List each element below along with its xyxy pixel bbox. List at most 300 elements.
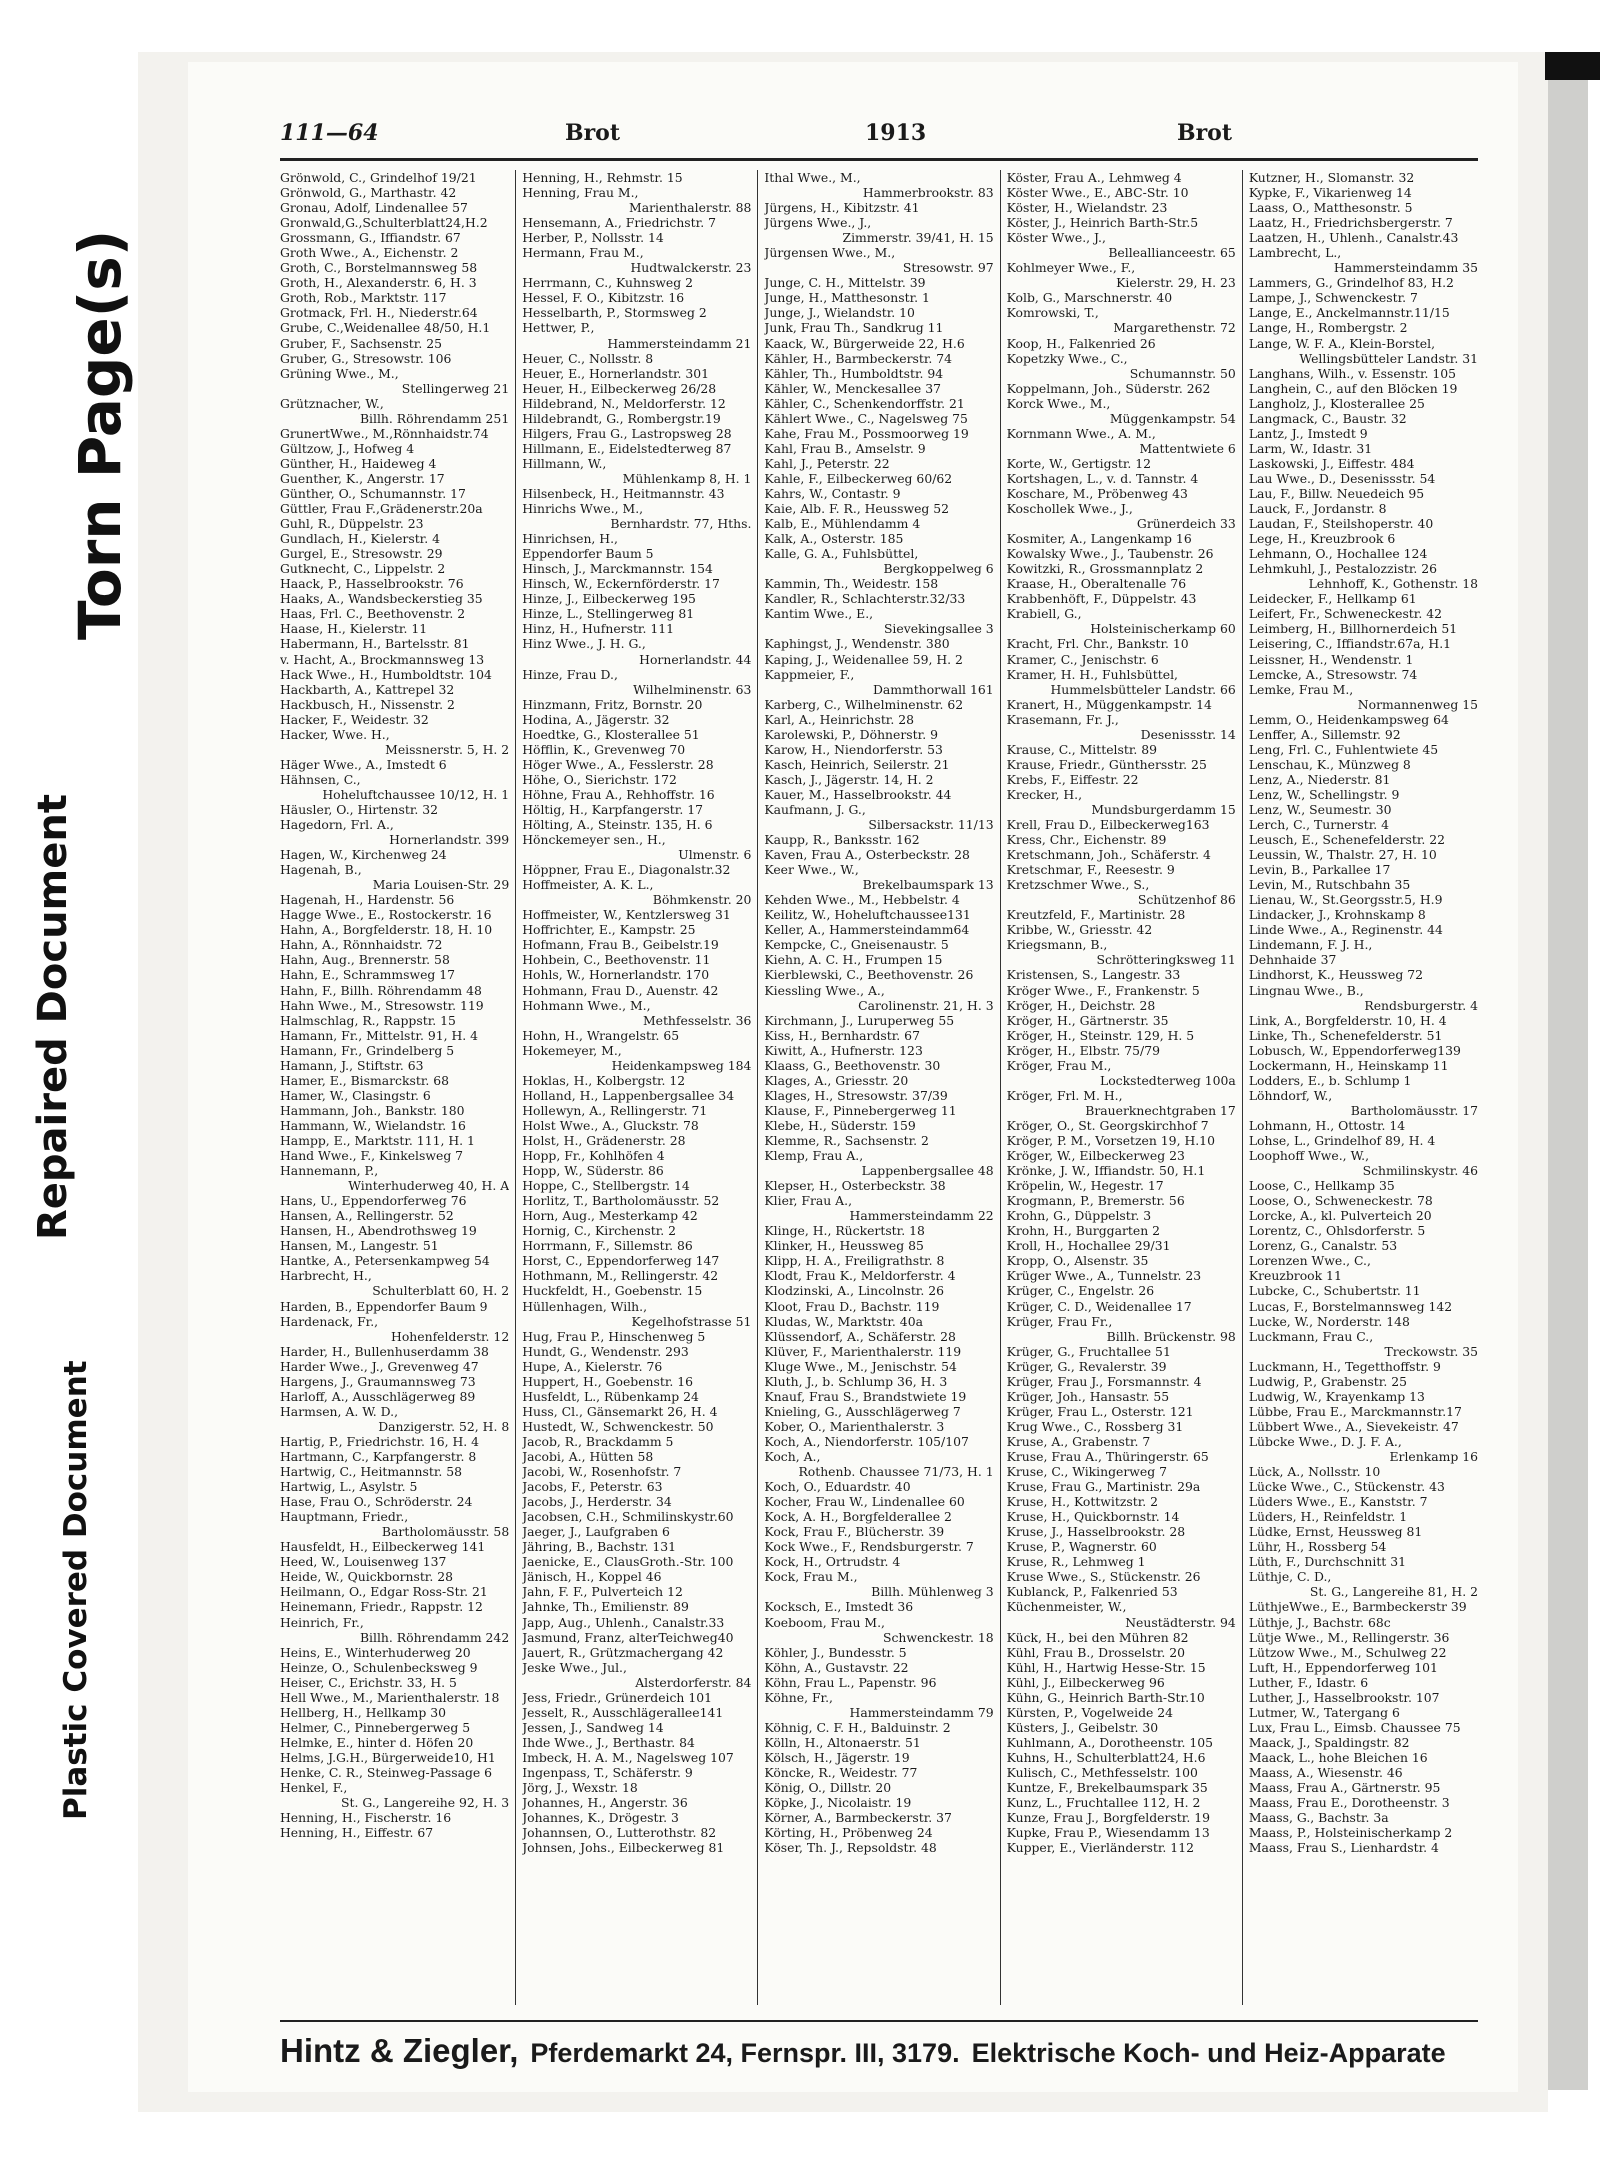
directory-entry: Hodina, A., Jägerstr. 32 — [522, 711, 670, 727]
directory-entry: Hackbarth, A., Kattrepel 32 — [280, 681, 455, 697]
directory-entry: Maass, Frau S., Lienhardstr. 4 — [1248, 1840, 1439, 1856]
directory-entry: Hansen, A., Rellingerstr. 52 — [280, 1208, 454, 1224]
directory-entry: Guhl, R., Düppelstr. 23 — [280, 516, 424, 532]
directory-entry: Lau, F., Billw. Neuedeich 95 — [1248, 485, 1425, 501]
directory-entry: Koch, A., — [764, 1448, 821, 1464]
directory-entry: Heide, W., Quickbornstr. 28 — [280, 1569, 454, 1585]
directory-entry: Kröger, O., St. Georgskirchhof 7 — [1006, 1117, 1209, 1133]
directory-entry: Kock, A. H., Borgfelderallee 2 — [764, 1509, 952, 1525]
directory-entry: Kalk, A., Osterstr. 185 — [764, 531, 904, 547]
directory-entry: Hargens, J., Graumannsweg 73 — [280, 1373, 476, 1389]
directory-entry: Jaeger, J., Laufgraben 6 — [522, 1524, 670, 1540]
directory-entry: Kahl, Frau B., Amselstr. 9 — [764, 440, 926, 456]
directory-entry: Kalb, E., Mühlendamm 4 — [764, 516, 921, 532]
directory-entry: Kornmann Wwe., A. M., — [1006, 425, 1156, 441]
directory-entry: Heinemann, Friedr., Rappstr. 12 — [280, 1599, 483, 1615]
directory-entry: Hinsch, J., Marckmannstr. 154 — [522, 561, 713, 577]
directory-entry: Hillmann, E., Eidelstedterweg 87 — [522, 440, 732, 456]
directory-entry: Normannenweg 15 — [1357, 696, 1479, 712]
directory-entry: Horst, C., Eppendorferweg 147 — [522, 1253, 720, 1269]
directory-entry: Maack, J., Spaldingstr. 82 — [1248, 1734, 1410, 1750]
directory-entry: Kreutzfeld, F., Martinistr. 28 — [1006, 907, 1186, 923]
directory-entry: Klüver, F., Marienthalerstr. 119 — [764, 1343, 962, 1359]
directory-entry: Jürgens Wwe., J., — [764, 215, 872, 231]
directory-entry: Müggenkampstr. 54 — [1109, 410, 1236, 426]
directory-entry: Hahn, E., Schrammsweg 17 — [280, 967, 456, 983]
directory-entry: Kruse, H., Kottwitzstr. 2 — [1006, 1494, 1159, 1510]
directory-entry: Hacker, F., Weidestr. 32 — [280, 711, 429, 727]
directory-entry: Koch, A., Niendorferstr. 105/107 — [764, 1433, 969, 1449]
directory-entry: Kublanck, P., Falkenried 53 — [1006, 1584, 1178, 1600]
directory-entry: Schwenckestr. 18 — [882, 1629, 994, 1645]
directory-entry: Kramer, H. H., Fuhlsbüttel, — [1006, 666, 1178, 682]
directory-entry: Kühl, J., Eilbeckerweg 96 — [1006, 1674, 1165, 1690]
directory-entry: Helmke, E., hinter d. Höfen 20 — [280, 1734, 474, 1750]
directory-entry: Hinze, J., Eilbeckerweg 195 — [522, 591, 696, 607]
directory-entry: Grönwold, C., Grindelhof 19/21 — [280, 170, 477, 185]
directory-entry: Jacobi, W., Rosenhofstr. 7 — [522, 1464, 682, 1480]
directory-entry: Langmack, C., Baustr. 32 — [1248, 410, 1407, 426]
directory-entry: Jeske Wwe., Jul., — [522, 1659, 627, 1675]
directory-entry: Klause, F., Pinnebergerweg 11 — [764, 1102, 957, 1118]
directory-entry: Hölting, A., Steinstr. 135, H. 6 — [522, 817, 713, 833]
directory-entry: Hohmann, Frau D., Auenstr. 42 — [522, 982, 719, 998]
directory-entry: Kürsten, P., Vogelweide 24 — [1006, 1704, 1174, 1720]
directory-entry: Grotmack, Frl. H., Niederstr.64 — [280, 305, 478, 321]
directory-entry: Hummelsbütteler Landstr. 66 — [1050, 681, 1236, 697]
directory-entry: Laass, O., Matthesonstr. 5 — [1248, 200, 1413, 216]
directory-entry: Lenffer, A., Sillemstr. 92 — [1248, 726, 1401, 742]
directory-entry: Kühn, G., Heinrich Barth-Str.10 — [1006, 1689, 1205, 1705]
directory-entry: Krohn, H., Burggarten 2 — [1006, 1223, 1161, 1239]
directory-entry: Gutknecht, C., Lippelstr. 2 — [280, 561, 446, 577]
directory-entry: Lühr, H., Rossberg 54 — [1248, 1539, 1387, 1555]
directory-entry: Kröger, Frau M., — [1006, 1057, 1112, 1073]
directory-entry: Hartwig, L., Asylstr. 5 — [280, 1479, 418, 1495]
directory-entry: Kantim Wwe., E., — [764, 606, 874, 622]
directory-entry: Kölsch, H., Jägerstr. 19 — [764, 1749, 910, 1765]
directory-entry: Silbersackstr. 11/13 — [868, 817, 994, 833]
directory-entry: Hamer, W., Clasingstr. 6 — [280, 1087, 431, 1103]
directory-entry: Lorenzen Wwe., C., — [1248, 1253, 1371, 1269]
directory-entry: Lange, E., Anckelmannstr.11/15 — [1248, 305, 1450, 321]
directory-entry: Hammersteindamm 79 — [849, 1704, 994, 1720]
directory-entry: Wilhelminenstr. 63 — [633, 681, 752, 697]
directory-entry: Hammann, W., Wielandstr. 16 — [280, 1117, 466, 1133]
directory-entry: Leifert, Fr., Schweneckestr. 42 — [1248, 606, 1442, 622]
directory-entry: Henkel, F., — [280, 1780, 348, 1796]
directory-entry: Kück, H., bei den Mühren 82 — [1006, 1629, 1189, 1645]
directory-entry: Korck Wwe., M., — [1006, 395, 1111, 411]
directory-entry: Maass, A., Wiesenstr. 46 — [1248, 1764, 1403, 1780]
directory-entry: Hamann, J., Stiftstr. 63 — [280, 1057, 424, 1073]
directory-entry: Köncke, R., Weidestr. 77 — [764, 1764, 918, 1780]
directory-entry: Hagge Wwe., E., Rostockerstr. 16 — [280, 907, 492, 923]
directory-entry: Hannemann, P., — [280, 1163, 379, 1179]
directory-entry: Kulisch, C., Methfesselstr. 100 — [1006, 1764, 1198, 1780]
directory-entry: St. G., Langereihe 92, H. 3 — [341, 1795, 510, 1811]
directory-entry: Lorenz, G., Canalstr. 53 — [1248, 1238, 1398, 1254]
directory-entry: Kröger, H., Deichstr. 28 — [1006, 997, 1156, 1013]
directory-entry: Höhne, Frau A., Rehhoffstr. 16 — [522, 786, 715, 802]
directory-entry: Billh. Röhrendamm 242 — [359, 1629, 510, 1645]
directory-entry: Schmilinskystr. 46 — [1362, 1163, 1479, 1179]
directory-entry: Kühl, H., Hartwig Hesse-Str. 15 — [1006, 1659, 1206, 1675]
directory-entry: Lauck, F., Jordanstr. 8 — [1248, 501, 1387, 517]
directory-entry: Huss, Cl., Gänsemarkt 26, H. 4 — [522, 1403, 718, 1419]
header-year: 1913 — [865, 120, 927, 146]
directory-entry: Gruber, F., Sachsenstr. 25 — [280, 335, 442, 351]
directory-entry: Jacob, R., Brackdamm 5 — [522, 1433, 674, 1449]
directory-entry: Kruse, R., Lehmweg 1 — [1006, 1554, 1146, 1570]
directory-entry: Günther, O., Schumannstr. 17 — [280, 485, 466, 501]
header-right-word: Brot — [1177, 120, 1233, 146]
directory-entry: Kriegsmann, B., — [1006, 937, 1108, 953]
directory-entry: Komrowski, T., — [1006, 305, 1099, 321]
directory-entry: Karberg, C., Wilhelminenstr. 62 — [764, 696, 964, 712]
directory-entry: Schumannstr. 50 — [1129, 365, 1236, 381]
directory-entry: Hornerlandstr. 399 — [389, 832, 510, 848]
directory-entry: Krüger, C. D., Weidenallee 17 — [1006, 1298, 1192, 1314]
directory-entry: Lemm, O., Heidenkampsweg 64 — [1248, 711, 1449, 727]
directory-entry: Jacobs, J., Herderstr. 34 — [522, 1494, 672, 1510]
directory-entry: Hammerbrookstr. 83 — [862, 185, 994, 201]
directory-entry: Lüthje, J., Bachstr. 68c — [1248, 1614, 1391, 1630]
directory-entry: Maria Louisen-Str. 29 — [372, 877, 510, 893]
directory-entry: Kunz, L., Fruchtallee 112, H. 2 — [1006, 1795, 1201, 1811]
directory-entry: Mundsburgerdamm 15 — [1091, 801, 1236, 817]
directory-entry: Hinz Wwe., J. H. G., — [522, 636, 646, 652]
directory-entry: Jahn, F. F., Pulverteich 12 — [522, 1584, 683, 1600]
directory-entry: Kiwitt, A., Hufnerstr. 123 — [764, 1042, 923, 1058]
directory-entry: Methfesselstr. 36 — [642, 1012, 752, 1028]
directory-entry: Levin, M., Rutschbahn 35 — [1248, 877, 1411, 893]
directory-entry: Bergkoppelweg 6 — [883, 561, 994, 577]
directory-entry: Kluge Wwe., M., Jenischstr. 54 — [764, 1358, 957, 1374]
directory-entry: Kaphingst, J., Wendenstr. 380 — [764, 636, 950, 652]
directory-entry: Kaping, J., Weidenallee 59, H. 2 — [764, 651, 963, 667]
directory-entry: Hamann, Fr., Mittelstr. 91, H. 4 — [280, 1027, 479, 1043]
directory-entry: Ingenpass, T., Schäferstr. 9 — [522, 1764, 693, 1780]
directory-entry: Kock Wwe., F., Rendsburgerstr. 7 — [764, 1539, 974, 1555]
directory-entry: Hesselbarth, P., Stormsweg 2 — [522, 305, 707, 321]
directory-entry: Kraase, H., Oberaltenalle 76 — [1006, 576, 1187, 592]
directory-entry: Carolinenstr. 21, H. 3 — [858, 997, 994, 1013]
directory-entry: Höltig, H., Karpfangerstr. 17 — [522, 801, 703, 817]
directory-entry: Günther, H., Haideweg 4 — [280, 455, 437, 471]
directory-entry: Kehden Wwe., M., Hebbelstr. 4 — [764, 892, 960, 908]
directory-entry: Köpke, J., Nicolaistr. 19 — [764, 1795, 912, 1811]
directory-entry: Kirchmann, J., Luruperweg 55 — [764, 1012, 955, 1028]
directory-entry: Jess, Friedr., Grünerdeich 101 — [522, 1689, 712, 1705]
directory-entry: Höppner, Frau E., Diagonalstr.32 — [522, 862, 731, 878]
directory-entry: Johannes, H., Angerstr. 36 — [522, 1795, 688, 1811]
directory-entry: Kock, H., Ortrudstr. 4 — [764, 1554, 901, 1570]
directory-entry: Kretschmann, Joh., Schäferstr. 4 — [1006, 847, 1211, 863]
directory-entry: Haase, H., Kielerstr. 11 — [280, 621, 428, 637]
directory-entry: Hinze, L., Stellingerweg 81 — [522, 606, 695, 622]
directory-entry: Henning, H., Rehmstr. 15 — [522, 170, 683, 185]
directory-entry: Koppelmann, Joh., Süderstr. 262 — [1006, 380, 1211, 396]
directory-entry: Lindacker, J., Krohnskamp 8 — [1248, 907, 1426, 923]
ad-address: Pferdemarkt 24, Fernspr. III, 3179. — [530, 2038, 960, 2068]
directory-entry: Lockermann, H., Heinskamp 11 — [1248, 1057, 1449, 1073]
directory-entry: Heins, E., Winterhuderweg 20 — [280, 1644, 471, 1660]
directory-entry: Hamer, E., Bismarckstr. 68 — [280, 1072, 450, 1088]
directory-entry: Henning, H., Fischerstr. 16 — [280, 1810, 452, 1826]
directory-entry: Kähler, H., Barmbeckerstr. 74 — [764, 350, 953, 366]
directory-entry: Klier, Frau A., — [764, 1193, 853, 1209]
directory-entry: Kühl, Frau B., Drosselstr. 20 — [1006, 1644, 1186, 1660]
directory-entry: Keer Wwe., W., — [764, 862, 859, 878]
directory-entry: Larm, W., Idastr. 31 — [1248, 440, 1373, 456]
directory-entry: Haack, P., Hasselbrookstr. 76 — [280, 576, 464, 592]
directory-entry: Klodt, Frau K., Meldorferstr. 4 — [764, 1268, 956, 1284]
directory-entry: Grüning Wwe., M., — [280, 365, 399, 381]
directory-entry: Kupper, E., Vierländerstr. 112 — [1006, 1840, 1194, 1856]
directory-entry: Jürgens, H., Kibitzstr. 41 — [764, 200, 920, 216]
directory-entry: Küsters, J., Geibelstr. 30 — [1006, 1719, 1159, 1735]
directory-entry: Hettwer, P., — [522, 320, 595, 336]
directory-entry: Kowalsky Wwe., J., Taubenstr. 26 — [1006, 546, 1214, 562]
directory-entry: Hudtwalckerstr. 23 — [630, 260, 752, 276]
directory-entry: Dammthorwall 161 — [872, 681, 994, 697]
directory-entry: Korte, W., Gertigstr. 12 — [1006, 455, 1152, 471]
header-left-word: Brot — [565, 120, 621, 146]
directory-entry: Luft, H., Eppendorferweg 101 — [1248, 1659, 1438, 1675]
directory-entry: Bartholomäusstr. 17 — [1350, 1102, 1479, 1118]
directory-entry: Hinrichsen, H., — [522, 531, 618, 547]
directory-entry: Köhnig, C. F. H., Balduinstr. 2 — [764, 1719, 951, 1735]
directory-entry: Groth, Rob., Marktstr. 117 — [280, 290, 447, 306]
directory-entry: Rendsburgerstr. 4 — [1364, 997, 1479, 1013]
directory-entry: Kolb, G., Marschnerstr. 40 — [1006, 290, 1173, 306]
directory-entry: Kalle, G. A., Fuhlsbüttel, — [764, 546, 919, 562]
directory-entry: Hauptmann, Friedr., — [280, 1509, 409, 1525]
directory-entry: Grossmann, G., Iffiandstr. 67 — [280, 230, 461, 246]
directory-entry: Krüger, Joh., Hansastr. 55 — [1006, 1388, 1170, 1404]
directory-entry: Jaenicke, E., ClausGroth.-Str. 100 — [522, 1554, 734, 1570]
directory-entry: Junge, H., Matthesonstr. 1 — [764, 290, 930, 306]
directory-entry: Heed, W., Louisenweg 137 — [280, 1554, 447, 1570]
directory-entry: Hokemeyer, M., — [522, 1042, 622, 1058]
directory-entry: Treckowstr. 35 — [1384, 1343, 1479, 1359]
directory-entry: Maass, G., Bachstr. 3a — [1248, 1810, 1389, 1826]
directory-entry: Hohbein, C., Beethovenstr. 11 — [522, 952, 711, 968]
directory-entry: Kocher, Frau W., Lindenallee 60 — [764, 1494, 965, 1510]
directory-entry: Hundt, G., Wendenstr. 293 — [522, 1343, 689, 1359]
directory-entry: Hinrichs Wwe., M., — [522, 501, 644, 517]
directory-entry: Lehmann, O., Hochallee 124 — [1248, 546, 1428, 562]
directory-entry: Haaks, A., Wandsbeckerstieg 35 — [280, 591, 483, 607]
directory-entry: Ludwig, P., Grabenstr. 25 — [1248, 1373, 1407, 1389]
directory-entry: Huppert, H., Goebenstr. 16 — [522, 1373, 694, 1389]
directory-entry: Heuer, E., Hornerlandstr. 301 — [522, 365, 710, 381]
directory-entry: Hackbusch, H., Nissenstr. 2 — [280, 696, 455, 712]
directory-column — [516, 170, 758, 2005]
directory-entry: Hahn Wwe., M., Stresowstr. 119 — [280, 997, 484, 1013]
directory-entry: Lindhorst, K., Heussweg 72 — [1248, 967, 1423, 983]
directory-entry: Lützow Wwe., M., Schulweg 22 — [1248, 1644, 1447, 1660]
directory-entry: Lau Wwe., D., Desenissstr. 54 — [1248, 470, 1436, 486]
directory-column — [758, 170, 1000, 2005]
directory-entry: Jasmund, Franz, alterTeichweg40 — [522, 1629, 734, 1645]
directory-entry: Jacobi, A., Hütten 58 — [522, 1448, 654, 1464]
directory-entry: Köster, H., Wielandstr. 23 — [1006, 200, 1168, 216]
directory-entry: Lüdke, Ernst, Heussweg 81 — [1248, 1524, 1423, 1540]
directory-entry: Kasch, J., Jägerstr. 14, H. 2 — [764, 771, 934, 787]
directory-entry: Johannes, K., Drögestr. 3 — [522, 1810, 679, 1826]
directory-entry: Hupe, A., Kielerstr. 76 — [522, 1358, 663, 1374]
directory-entry: Stresowstr. 97 — [902, 260, 994, 276]
directory-entry: Hollewyn, A., Rellingerstr. 71 — [522, 1102, 708, 1118]
directory-entry: Holst, H., Grädenerstr. 28 — [522, 1133, 686, 1148]
directory-entry: Karow, H., Niendorferstr. 53 — [764, 741, 943, 757]
scan-corner-mark — [1545, 52, 1600, 80]
directory-entry: Krüger, Frau J., Forsmannstr. 4 — [1006, 1373, 1202, 1389]
directory-entry: Kröger Wwe., F., Frankenstr. 5 — [1006, 982, 1200, 998]
directory-entry: Lindemann, F. J. H., — [1248, 937, 1373, 953]
directory-entry: Hähnsen, C., — [280, 771, 361, 787]
directory-entry: Kramer, C., Jenischstr. 6 — [1006, 651, 1159, 667]
directory-entry: Lubcke, C., Schubertstr. 11 — [1248, 1283, 1421, 1299]
directory-entry: Krabiell, G., — [1006, 606, 1082, 622]
directory-entry: Lammers, G., Grindelhof 83, H.2 — [1248, 275, 1454, 291]
directory-entry: Krüger, Frau L., Osterstr. 121 — [1006, 1403, 1194, 1419]
directory-entry: Eppendorfer Baum 5 — [522, 546, 654, 562]
directory-entry: Gruber, G., Stresowstr. 106 — [280, 350, 452, 366]
repaired-document-label: Repaired Document — [30, 794, 76, 1240]
advertisement-footer — [280, 2032, 1478, 2076]
torn-pages-label: Torn Page(s) — [66, 229, 134, 640]
directory-entry: Halmschlag, R., Rappstr. 15 — [280, 1012, 456, 1028]
directory-entry: Lüders, H., Reinfeldstr. 1 — [1248, 1509, 1408, 1525]
directory-entry: Hagenah, H., Hardenstr. 56 — [280, 892, 455, 908]
directory-entry: Kappmeier, F., — [764, 666, 855, 682]
directory-entry: Hopp, W., Süderstr. 86 — [522, 1163, 664, 1179]
directory-entry: GrunertWwe., M.,Rönnhaidstr.74 — [280, 425, 489, 441]
directory-entry: Hüllenhagen, Wilh., — [522, 1298, 648, 1314]
directory-entry: Belleallianceestr. 65 — [1108, 245, 1236, 261]
directory-entry: LüthjeWwe., E., Barmbeckerstr 39 — [1248, 1599, 1467, 1615]
directory-entry: Koeboom, Frau M., — [764, 1614, 885, 1630]
directory-entry: Lobusch, W., Eppendorferweg139 — [1248, 1042, 1461, 1058]
directory-entry: Laudan, F., Steilshoperstr. 40 — [1248, 516, 1434, 532]
directory-entry: Huckfeldt, H., Goebenstr. 15 — [522, 1283, 703, 1299]
directory-entry: Imbeck, H. A. M., Nagelsweg 107 — [522, 1749, 734, 1765]
directory-entry: Hilgers, Frau G., Lastropsweg 28 — [522, 425, 732, 441]
directory-entry: Hack Wwe., H., Humboldtstr. 104 — [280, 666, 492, 682]
directory-entry: Guenther, K., Angerstr. 17 — [280, 470, 445, 486]
directory-entry: Harden, B., Eppendorfer Baum 9 — [280, 1298, 488, 1314]
directory-entry: Kruse, Frau A., Thüringerstr. 65 — [1006, 1448, 1209, 1464]
directory-entry: Jacobs, F., Peterstr. 63 — [522, 1479, 663, 1495]
directory-entry: Hohmann Wwe., M., — [522, 997, 651, 1013]
directory-entry: Laatz, H., Friedrichsbergerstr. 7 — [1248, 215, 1453, 231]
directory-entry: Lehmkuhl, J., Pestalozzistr. 26 — [1248, 561, 1438, 577]
directory-entry: Kocksch, E., Imstedt 36 — [764, 1599, 914, 1615]
directory-entry: Hansen, M., Langestr. 51 — [280, 1238, 439, 1254]
directory-entry: Hahn, A., Rönnhaidstr. 72 — [280, 937, 443, 953]
directory-entry: Luckmann, Frau C., — [1248, 1328, 1374, 1344]
directory-entry: Lenz, A., Niederstr. 81 — [1248, 771, 1391, 787]
directory-entry: Jörg, J., Wexstr. 18 — [522, 1780, 638, 1796]
directory-entry: Hampp, E., Marktstr. 111, H. 1 — [280, 1133, 475, 1148]
directory-entry: Küchenmeister, W., — [1006, 1599, 1127, 1615]
directory-entry: Häger Wwe., A., Imstedt 6 — [280, 756, 447, 772]
directory-entry: Hensemann, A., Friedrichstr. 7 — [522, 215, 716, 231]
directory-entry: Böhmkenstr. 20 — [652, 892, 752, 908]
directory-entry: Kruse Wwe., S., Stückenstr. 26 — [1006, 1569, 1201, 1585]
directory-entry: Kaufmann, J. G., — [764, 801, 866, 817]
directory-entry: Kiss, H., Bernhardstr. 67 — [764, 1027, 920, 1043]
directory-entry: Meissnerstr. 5, H. 2 — [385, 741, 510, 757]
directory-entry: Mattentwiete 6 — [1139, 440, 1236, 456]
directory-entry: Krecker, H., — [1006, 786, 1083, 802]
directory-entry: Hammersteindamm 22 — [849, 1208, 994, 1224]
directory-entry: Karl, A., Heinrichstr. 28 — [764, 711, 915, 727]
directory-entry: Junge, J., Wielandstr. 10 — [764, 305, 915, 321]
directory-entry: Kowitzki, R., Grossmannplatz 2 — [1006, 561, 1204, 577]
directory-entry: Hell Wwe., M., Marienthalerstr. 18 — [280, 1689, 500, 1705]
directory-entry: Jessen, J., Sandweg 14 — [522, 1719, 664, 1735]
directory-entry: Karolewski, P., Döhnerstr. 9 — [764, 726, 938, 742]
directory-entry: Kluth, J., b. Schlump 36, H. 3 — [764, 1373, 948, 1389]
directory-entry: Bernhardstr. 77, Hths. — [610, 516, 752, 532]
directory-entry: Grube, C.,Weidenallee 48/50, H.1 — [280, 320, 491, 336]
directory-entry: Schrötteringksweg 11 — [1096, 952, 1236, 968]
directory-entry: Kröger, Frl. M. H., — [1006, 1087, 1123, 1103]
directory-entry: Lantz, J., Imstedt 9 — [1248, 425, 1368, 441]
directory-entry: Hahn, A., Borgfelderstr. 18, H. 10 — [280, 922, 493, 938]
directory-entry: Kroll, H., Hochallee 29/31 — [1006, 1238, 1171, 1254]
directory-entry: Hoheluftchaussee 10/12, H. 1 — [322, 786, 510, 802]
directory-entry: Habermann, H., Bartelsstr. 81 — [280, 636, 470, 652]
directory-entry: Lappenbergsallee 48 — [861, 1163, 994, 1179]
directory-entry: Horrmann, F., Sillemstr. 86 — [522, 1238, 693, 1254]
directory-entry: Marienthalerstr. 88 — [629, 200, 752, 216]
directory-entry: Horlitz, T., Bartholomäusstr. 52 — [522, 1193, 720, 1209]
directory-entry: Jacobsen, C.H., Schmilinskystr.60 — [522, 1509, 734, 1525]
directory-entry: Höger Wwe., A., Fesslerstr. 28 — [522, 756, 714, 772]
directory-entry: Kunze, Frau J., Borgfelderstr. 19 — [1006, 1810, 1210, 1826]
directory-entry: Hansen, H., Abendrothsweg 19 — [280, 1223, 477, 1239]
directory-entry: Billh. Röhrendamm 251 — [359, 410, 510, 426]
directory-entry: Lübbert Wwe., A., Sievekeistr. 47 — [1248, 1418, 1459, 1434]
directory-entry: Linke, Th., Schenefelderstr. 51 — [1248, 1027, 1443, 1043]
directory-entry: Harder, H., Bullenhuserdamm 38 — [280, 1343, 489, 1359]
directory-entry: Kretschmar, F., Reesestr. 9 — [1006, 862, 1175, 878]
directory-entry: Neustädterstr. 94 — [1125, 1614, 1236, 1630]
directory-entry: Kock, Frau F., Blücherstr. 39 — [764, 1524, 945, 1540]
directory-entry: Hartig, P., Friedrichstr. 16, H. 4 — [280, 1433, 480, 1449]
directory-entry: Knieling, G., Ausschlägerweg 7 — [764, 1403, 961, 1419]
directory-entry: Lutmer, W., Tatergang 6 — [1248, 1704, 1400, 1720]
directory-entry: Köster, Frau A., Lehmweg 4 — [1006, 170, 1182, 185]
directory-entry: Bartholomäusstr. 58 — [381, 1524, 510, 1540]
directory-entry: Koschollek Wwe., J., — [1006, 501, 1133, 517]
directory-entry: Hinze, Frau D., — [522, 666, 618, 682]
directory-entry: Kröger, P. M., Vorsetzen 19, H.10 — [1006, 1133, 1215, 1148]
directory-entry: Maass, Frau A., Gärtnerstr. 95 — [1248, 1780, 1441, 1796]
directory-entry: Hermann, Frau M., — [522, 245, 644, 261]
directory-entry: Löhndorf, W., — [1248, 1087, 1333, 1103]
directory-entry: Gültzow, J., Hofweg 4 — [280, 440, 415, 456]
directory-entry: Kreuzbrook 11 — [1248, 1268, 1342, 1284]
directory-entry: Haas, Frl. C., Beethovenstr. 2 — [280, 606, 466, 622]
directory-entry: Jänisch, H., Koppel 46 — [522, 1569, 662, 1585]
ad-company: Hintz & Ziegler, — [280, 2032, 519, 2069]
